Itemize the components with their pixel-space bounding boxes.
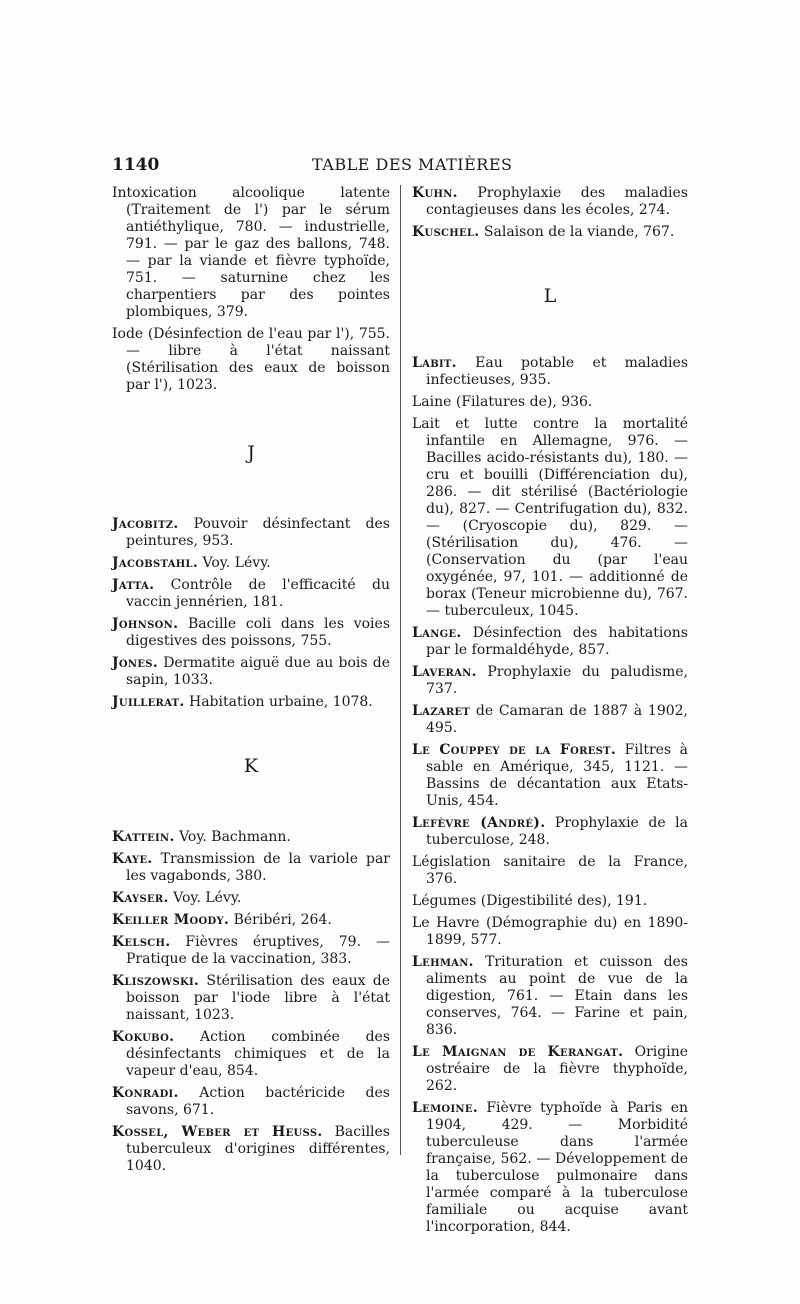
index-entry: [112, 516, 390, 550]
entry-text: Lait et lutte contre la mortalité infantile en Allemagne, 976. — Bacilles acido-résistants du), 180. — cru et bouilli (Différenciation du), 286. — dit stérilisé (Bactériologie du), 827. — Centrifugation du), 832. — (Cryoscopie du), 829. — (Stérilisation du), 476. — (Conservation du (par l'eau oxygénée, 97, 101. — additionné de borax (Teneur microbienne du), 767. — tuberculeux, 1045.: [412, 416, 688, 619]
section-letter-l: L: [543, 285, 557, 307]
entry-headword: Jacobstahl.: [112, 555, 199, 571]
entry-text: Voy. Lévy.: [173, 890, 242, 906]
index-entry: [112, 185, 390, 321]
index-group-k: [112, 829, 390, 1175]
index-entry: [412, 915, 688, 949]
entry-text: Pouvoir désinfectant des peintures, 953.: [126, 516, 390, 549]
index-entry: [412, 224, 688, 241]
entry-text: Salaison de la viande, 767.: [483, 224, 675, 240]
entry-headword: Kokubo.: [112, 1029, 175, 1045]
index-entry: [412, 1100, 688, 1236]
entry-text: Action combinée des désinfectants chimiques et de la vapeur d'eau, 854.: [126, 1029, 391, 1079]
section-letter-j: J: [247, 442, 255, 464]
entry-text: Origine ostréaire de la fièvre thyphoïde, 262.: [426, 1044, 688, 1094]
entry-text: Voy. Bachmann.: [179, 829, 291, 845]
index-entry: [412, 954, 688, 1039]
index-entry: [112, 577, 390, 611]
entry-headword: Lehman.: [412, 954, 474, 970]
entry-text: Eau potable et maladies infectieuses, 935.: [426, 355, 689, 388]
running-title: TABLE DES MATIÈRES: [312, 155, 513, 174]
entry-text: Intoxication alcoolique latente (Traitement de l') par le sérum antiéthylique, 780. — industrielle, 791. — par le gaz des ballons, 748. — par la viande et fièvre typhoïde, 751. — saturnine chez les charpentiers par des pointes plombiques, 379.: [112, 185, 390, 320]
index-group-k-continued: [412, 185, 688, 241]
index-entry: [112, 890, 390, 907]
column-divider: [400, 185, 401, 1155]
entry-text: Le Havre (Démographie du) en 1890-1899, 577.: [412, 915, 688, 948]
entry-text: Légumes (Digestibilité des), 191.: [412, 893, 648, 909]
entry-text: Législation sanitaire de la France, 376.: [412, 854, 688, 887]
entry-text: Dermatite aiguë due au bois de sapin, 1033.: [126, 655, 391, 688]
entry-headword: Kelsch.: [112, 934, 171, 950]
entry-headword: Le Maignan de Kerangat.: [412, 1044, 624, 1060]
index-entry: [412, 854, 688, 888]
index-entry: [412, 394, 688, 411]
entry-text: Action bactéricide des savons, 671.: [126, 1085, 390, 1118]
entry-headword: Kossel, Weber et Heuss.: [112, 1124, 323, 1140]
entry-headword: Johnson.: [112, 616, 179, 632]
entry-headword: Laveran.: [412, 664, 477, 680]
index-entry: [412, 703, 688, 737]
entry-text: Voy. Lévy.: [202, 555, 271, 571]
index-entry: [112, 616, 390, 650]
index-entry: [112, 326, 390, 394]
entry-headword: Jones.: [112, 655, 158, 671]
entry-headword: Lazaret: [412, 703, 471, 719]
index-entry: [412, 355, 688, 389]
entry-headword: Kuhn.: [412, 185, 458, 201]
index-group-l: [412, 355, 688, 1236]
entry-headword: Le Couppey de la Forest.: [412, 742, 617, 758]
entry-text: Fièvre typhoïde à Paris en 1904, 429. — Morbidité tuberculeuse dans l'armée française, 562. — Développement de la tuberculose pulmonaire dans l'armée comparé à la tuberculose familiale ou acquise avant l'incorporation, 844.: [426, 1100, 688, 1235]
entry-text: Contrôle de l'efficacité du vaccin jennérien, 181.: [126, 577, 390, 610]
entry-text: Laine (Filatures de), 936.: [412, 394, 593, 410]
index-entry: [112, 1085, 390, 1119]
entry-text: Désinfection des habitations par le formaldéhyde, 857.: [426, 625, 688, 658]
entry-text: Bacilles tuberculeux d'origines différentes, 1040.: [126, 1124, 390, 1174]
entry-headword: Kliszowski.: [112, 973, 200, 989]
index-entry: [412, 664, 688, 698]
index-entry: [412, 416, 688, 620]
index-entry: [112, 555, 390, 572]
entry-text: Prophylaxie du paludisme, 737.: [426, 664, 688, 697]
entry-text: Trituration et cuisson des aliments au point de vue de la digestion, 761. — Etain dans les conserves, 764. — Farine et pain, 836.: [426, 954, 688, 1038]
entry-text: de Camaran de 1887 à 1902, 495.: [426, 703, 688, 736]
entry-text: Iode (Désinfection de l'eau par l'), 755. — libre à l'état naissant (Stérilisation des eaux de boisson par l'), 1023.: [112, 326, 390, 393]
entry-headword: Juillerat.: [112, 694, 185, 710]
page-header: [112, 155, 697, 179]
index-entry: [412, 185, 688, 219]
right-column: [412, 185, 688, 1241]
entry-headword: Labit.: [412, 355, 457, 371]
entry-headword: Jacobitz.: [112, 516, 179, 532]
entry-text: Habitation urbaine, 1078.: [189, 694, 373, 710]
index-entry: [412, 742, 688, 810]
entry-headword: Lefèvre (André).: [412, 815, 546, 831]
entry-headword: Kayser.: [112, 890, 169, 906]
entry-headword: Keiller Moody.: [112, 912, 230, 928]
index-group-i: [112, 185, 390, 394]
index-entry: [112, 1124, 390, 1175]
index-entry: [412, 815, 688, 849]
entry-text: Bacille coli dans les voies digestives des poissons, 755.: [126, 616, 390, 649]
index-entry: [112, 694, 390, 711]
entry-headword: Konradi.: [112, 1085, 179, 1101]
entry-text: Transmission de la variole par les vagabonds, 380.: [126, 851, 390, 884]
index-group-j: [112, 516, 390, 711]
index-entry: [412, 1044, 688, 1095]
section-letter-k: K: [243, 755, 259, 777]
entry-text: Stérilisation des eaux de boisson par l'iode libre à l'état naissant, 1023.: [126, 973, 391, 1023]
entry-headword: Kaye.: [112, 851, 153, 867]
index-entry: [112, 1029, 390, 1080]
entry-headword: Kattein.: [112, 829, 175, 845]
index-entry: [112, 934, 390, 968]
index-entry: [412, 625, 688, 659]
index-entry: [412, 893, 688, 910]
entry-text: Prophylaxie de la tuberculose, 248.: [426, 815, 688, 848]
index-entry: [112, 912, 390, 929]
entry-headword: Lange.: [412, 625, 462, 641]
index-entry: [112, 655, 390, 689]
page-number: 1140: [112, 155, 160, 175]
entry-headword: Lemoine.: [412, 1100, 478, 1116]
index-entry: [112, 851, 390, 885]
index-entry: [112, 829, 390, 846]
entry-headword: Jatta.: [112, 577, 155, 593]
entry-headword: Kuschel.: [412, 224, 480, 240]
entry-text: Prophylaxie des maladies contagieuses dans les écoles, 274.: [426, 185, 688, 218]
entry-text: Béribéri, 264.: [233, 912, 332, 928]
entry-text: Filtres à sable en Amérique, 345, 1121. — Bassins de décantation aux Etats-Unis, 454.: [426, 742, 688, 809]
index-entry: [112, 973, 390, 1024]
left-column: [112, 185, 390, 1180]
entry-text: Fièvres éruptives, 79. — Pratique de la vaccination, 383.: [126, 934, 390, 967]
